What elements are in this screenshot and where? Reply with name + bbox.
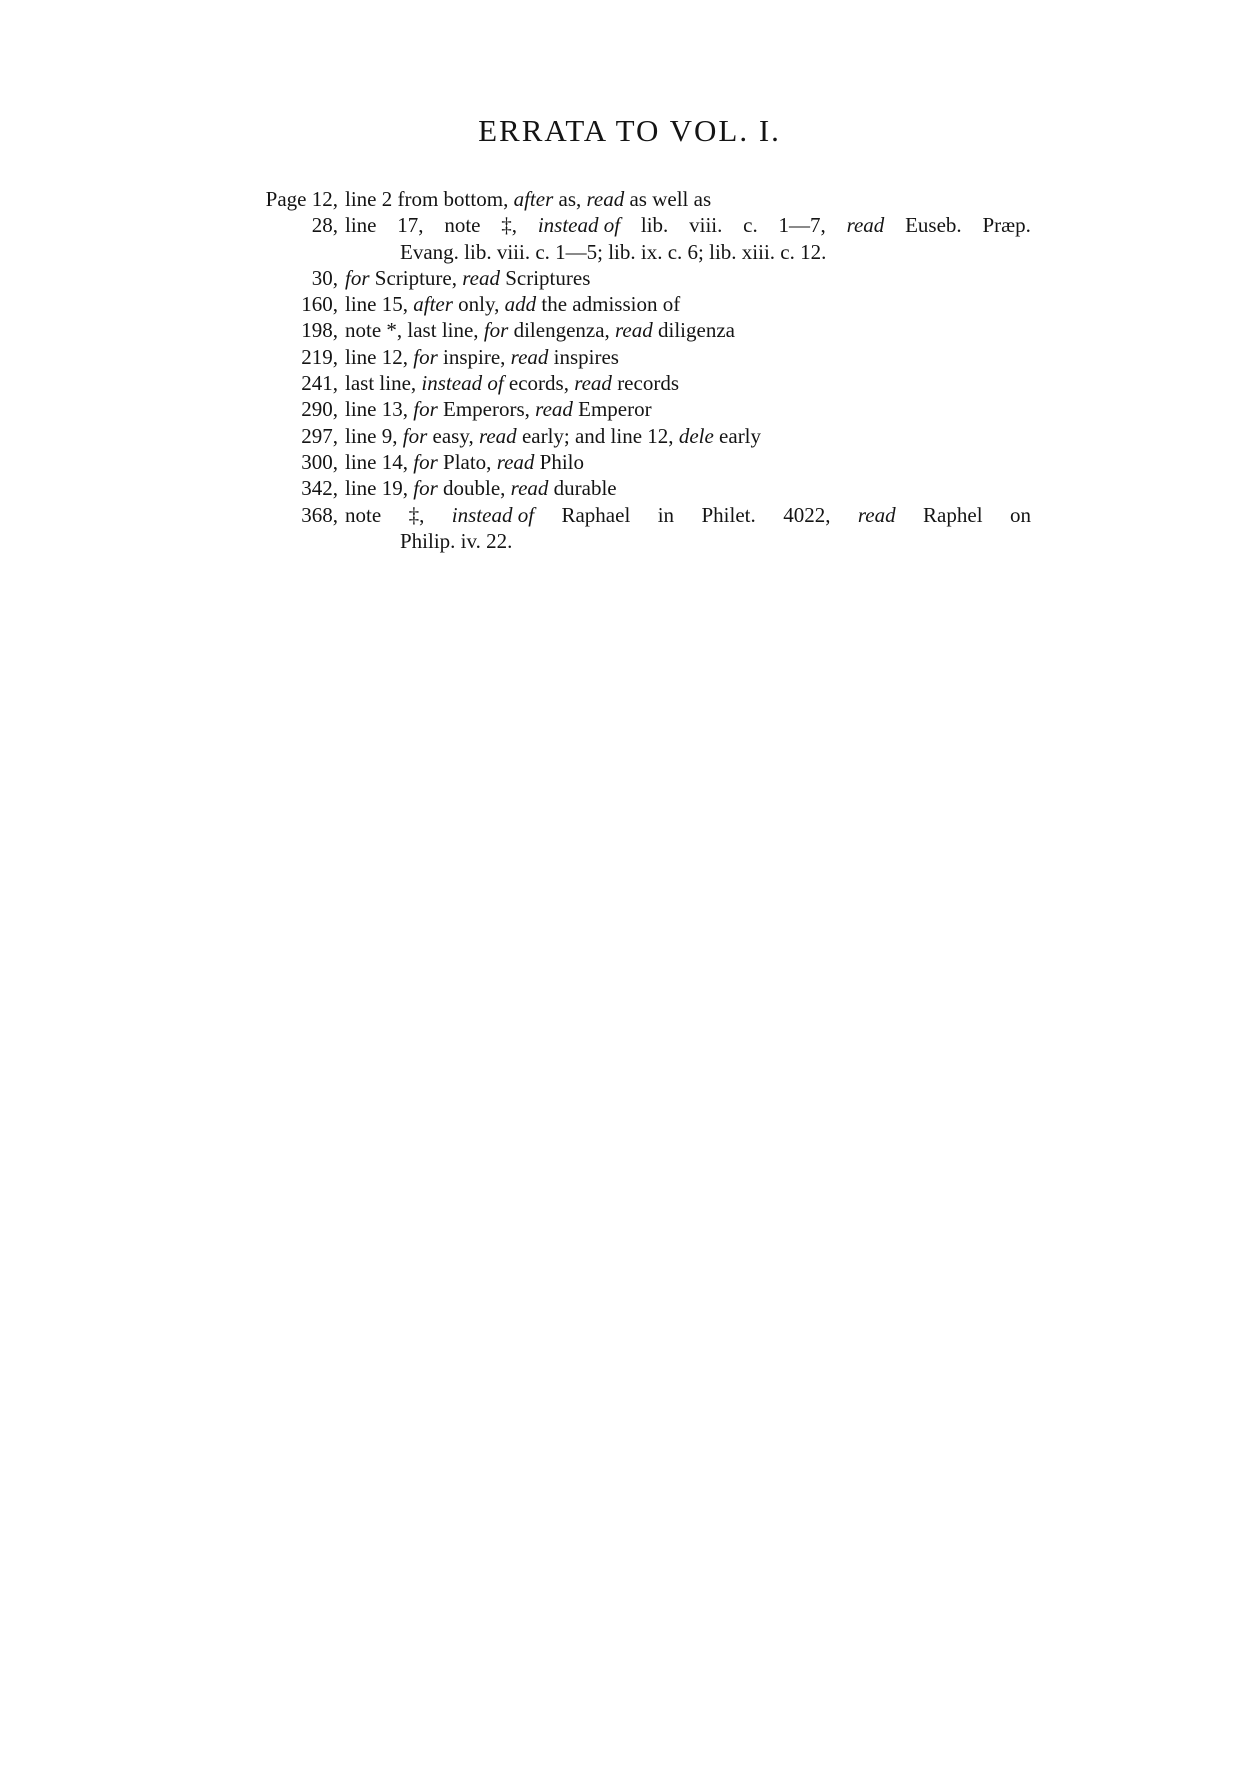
errata-entry bbox=[230, 265, 1040, 291]
errata-entry bbox=[230, 396, 1040, 422]
page-reference: 290, bbox=[301, 397, 338, 422]
page-title: ERRATA TO VOL. I. bbox=[478, 113, 781, 148]
correction-text: line 19, for double, read durable bbox=[345, 476, 617, 501]
errata-entry bbox=[230, 317, 1040, 343]
errata-entry bbox=[230, 212, 1040, 265]
page-reference: 219, bbox=[301, 344, 338, 369]
correction-continuation: Evang. lib. viii. c. 1—5; lib. ix. c. 6; lib. xiii. c. 12. bbox=[400, 239, 827, 264]
errata-entry bbox=[230, 475, 1040, 501]
correction-continuation: Philip. iv. 22. bbox=[400, 528, 513, 553]
correction-text: line 12, for inspire, read inspires bbox=[345, 344, 619, 369]
page-reference: 297, bbox=[301, 423, 338, 448]
errata-entry bbox=[230, 449, 1040, 475]
correction-text: line 9, for easy, read early; and line 12, dele early bbox=[345, 423, 762, 448]
correction-text: for Scripture, read Scriptures bbox=[345, 265, 591, 290]
correction-text: last line, instead of ecords, read records bbox=[345, 371, 679, 396]
page-reference: 300, bbox=[301, 449, 338, 474]
page-reference: 368, bbox=[301, 502, 338, 527]
errata-entry bbox=[230, 291, 1040, 317]
errata-entry bbox=[230, 186, 1040, 212]
correction-text: note *, last line, for dilengenza, read diligenza bbox=[345, 318, 735, 343]
correction-text: line 15, after only, add the admission of bbox=[345, 292, 681, 317]
errata-entry bbox=[230, 370, 1040, 396]
page-reference: 160, bbox=[301, 292, 338, 317]
correction-text: note ‡, instead of Raphael in Philet. 4022, read Raphel on bbox=[345, 502, 1031, 527]
page-reference: 198, bbox=[301, 318, 338, 343]
page-reference: Page 12, bbox=[265, 187, 338, 211]
errata-entry bbox=[230, 344, 1040, 370]
errata-entry bbox=[230, 423, 1040, 449]
page-reference: 28, bbox=[311, 213, 338, 238]
correction-text: line 13, for Emperors, read Emperor bbox=[345, 397, 652, 422]
page-reference: 30, bbox=[311, 265, 338, 290]
correction-text: line 17, note ‡, instead of lib. viii. c. 1—7, read Euseb. Præp. bbox=[345, 213, 1031, 238]
errata-entry bbox=[230, 502, 1040, 555]
page-reference: 342, bbox=[301, 476, 338, 501]
errata-list bbox=[230, 186, 1040, 554]
correction-text: line 14, for Plato, read Philo bbox=[345, 449, 585, 474]
page-reference: 241, bbox=[301, 371, 338, 396]
correction-text: line 2 from bottom, after as, read as well as bbox=[345, 187, 712, 211]
